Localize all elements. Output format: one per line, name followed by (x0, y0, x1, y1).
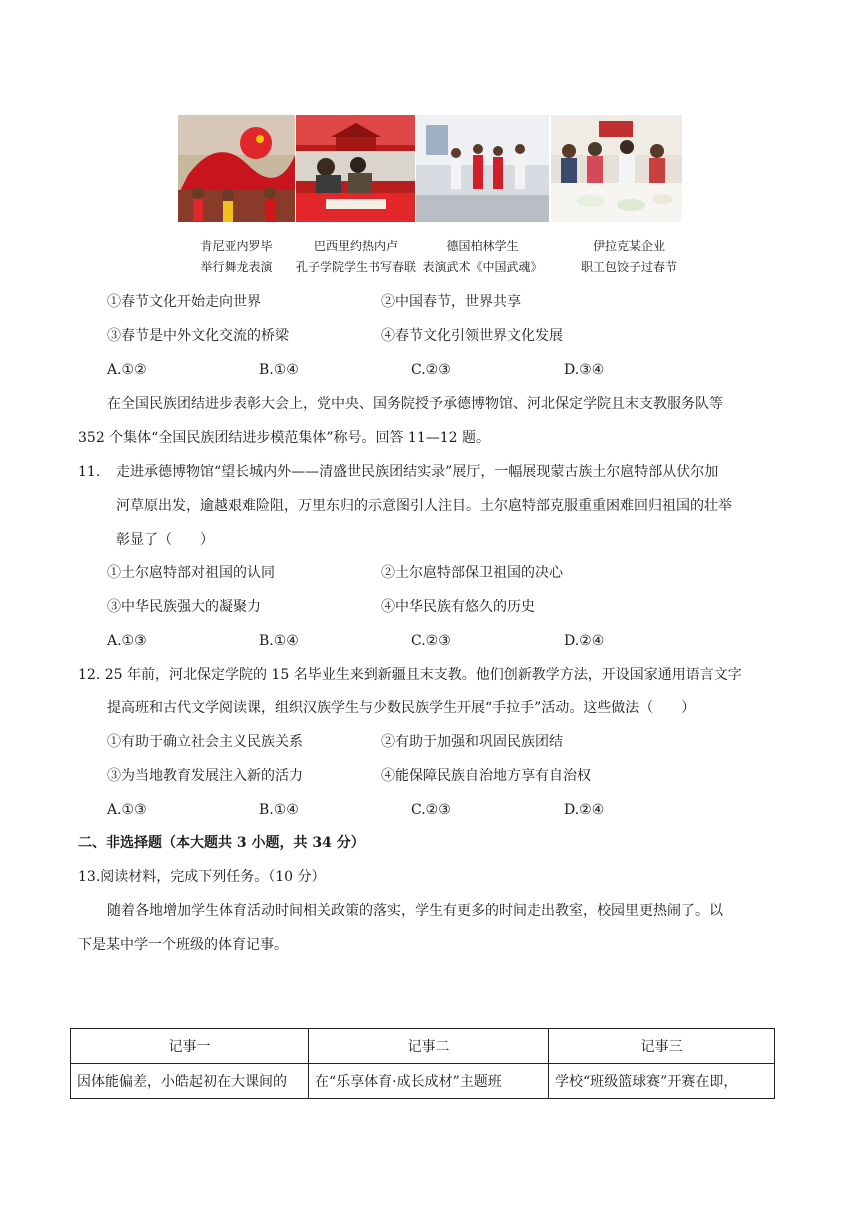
caption-line: 职工包饺子过春节 (580, 260, 677, 274)
caption-line: 伊拉克某企业 (592, 239, 665, 253)
table-header-cell: 记事一 (71, 1029, 309, 1064)
caption-3 (416, 236, 549, 278)
caption-2 (286, 236, 426, 278)
caption-line: 孔子学院学生书写春联 (295, 260, 416, 274)
q13-paragraph-line-1: 随着各地增加学生体育活动时间相关政策的落实，学生有更多的时间走出教室，校园里更热闹了。以 (107, 903, 723, 919)
q11-option-c: C.②③ (411, 633, 451, 649)
table-cell: 在“乐享体育·成长成材”主题班 (309, 1064, 549, 1099)
table-cell: 因体能偏差，小皓起初在大课间的 (71, 1064, 309, 1099)
intro-line-1: 在全国民族团结进步表彰大会上，党中央、国务院授予承德博物馆、河北保定学院且末支教服务队等 (107, 396, 723, 412)
q12-option-b: B.①④ (259, 802, 299, 818)
q11-item-4: ④中华民族有悠久的历史 (381, 599, 535, 615)
q12-option-d: D.②④ (564, 802, 605, 818)
q10-item-4: ④春节文化引领世界文化发展 (381, 328, 563, 344)
q10-option-b: B.①④ (259, 362, 299, 378)
q11-line-2: 河草原出发，逾越艰难险阻，万里东归的示意图引人注目。土尔扈特部克服重重困难回归祖国的壮举 (116, 498, 732, 514)
caption-line: 举行舞龙表演 (200, 260, 273, 274)
table-row (71, 1064, 775, 1099)
q12-option-c: C.②③ (411, 802, 451, 818)
q11-line-1: 走进承德博物馆“望长城内外——清盛世民族团结实录”展厅，一幅展现蒙古族土尔扈特部从伏尔加 (116, 464, 719, 480)
caption-line: 表演武术《中国武魂》 (422, 260, 543, 274)
q10-item-2: ②中国春节，世界共享 (381, 294, 521, 310)
q11-number: 11. (78, 464, 101, 480)
q11-item-1: ①土尔扈特部对祖国的认同 (107, 565, 275, 581)
q11-line-3: 彰显了（ ） (116, 532, 214, 548)
caption-1 (178, 236, 295, 278)
photo-spring-couplets (296, 115, 415, 222)
q12-item-3: ③为当地教育发展注入新的活力 (107, 768, 303, 784)
caption-4 (564, 236, 694, 278)
q11-item-3: ③中华民族强大的凝聚力 (107, 599, 261, 615)
photo-dragon-dance (178, 115, 295, 222)
table-header-row (71, 1029, 775, 1064)
q13-paragraph-line-2: 下是某中学一个班级的体育记事。 (78, 937, 288, 953)
q10-item-1: ①春节文化开始走向世界 (107, 294, 261, 310)
sports-notes-table (70, 1028, 775, 1099)
caption-line: 巴西里约热内卢 (313, 239, 398, 253)
table-header-cell: 记事二 (309, 1029, 549, 1064)
q13-prompt: 13.阅读材料，完成下列任务。（10 分） (78, 869, 326, 885)
intro-line-2: 352 个集体“全国民族团结进步模范集体”称号。回答 11—12 题。 (78, 430, 491, 446)
q11-option-b: B.①④ (259, 633, 299, 649)
q10-option-c: C.②③ (411, 362, 451, 378)
q10-option-d: D.③④ (564, 362, 605, 378)
caption-line: 德国柏林学生 (446, 239, 519, 253)
caption-line: 肯尼亚内罗毕 (200, 239, 273, 253)
q10-option-a: A.①② (107, 362, 147, 378)
q12-item-2: ②有助于加强和巩固民族团结 (381, 734, 563, 750)
q10-item-3: ③春节是中外文化交流的桥梁 (107, 328, 289, 344)
q11-item-2: ②土尔扈特部保卫祖国的决心 (381, 565, 563, 581)
q12-option-a: A.①③ (107, 802, 147, 818)
q12-line-1: 12. 25 年前，河北保定学院的 15 名毕业生来到新疆且末支教。他们创新教学方法，开设国家通用语言文字 (78, 667, 742, 683)
q12-item-1: ①有助于确立社会主义民族关系 (107, 734, 303, 750)
photo-martial-arts (416, 115, 549, 222)
q11-option-d: D.②④ (564, 633, 605, 649)
section-heading: 二、非选择题（本大题共 3 小题，共 34 分） (78, 835, 365, 851)
q12-line-2: 提高班和古代文学阅读课，组织汉族学生与少数民族学生开展“手拉手”活动。这些做法（ ） (107, 700, 696, 716)
photo-dumplings (551, 115, 682, 222)
q12-item-4: ④能保障民族自治地方享有自治权 (381, 768, 591, 784)
table-header-cell: 记事三 (549, 1029, 775, 1064)
q11-option-a: A.①③ (107, 633, 147, 649)
table-cell: 学校“班级篮球赛”开赛在即， (549, 1064, 775, 1099)
